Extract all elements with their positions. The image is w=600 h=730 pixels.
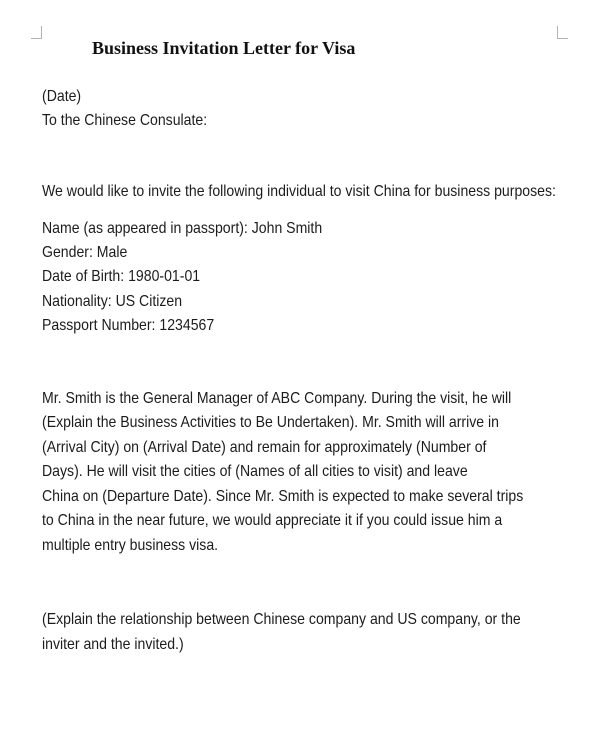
body-line: (Explain the Business Activities to Be Undertaken). Mr. Smith will arrive in <box>42 414 499 431</box>
closing-line: inviter and the invited.) <box>42 636 184 653</box>
body-line: (Arrival City) on (Arrival Date) and remain for approximately (Number of <box>42 439 487 456</box>
margin-corner-mark-right <box>557 26 568 39</box>
date-line: (Date) <box>42 88 82 105</box>
body-line: to China in the near future, we would appreciate it if you could issue him a <box>42 512 503 529</box>
detail-gender: Gender: Male <box>42 244 128 261</box>
margin-corner-mark-left <box>31 26 42 39</box>
body-line: Days). He will visit the cities of (Names of all cities to visit) and leave <box>42 463 468 480</box>
body-line: China on (Departure Date). Since Mr. Smith is expected to make several trips <box>42 488 524 505</box>
body-line: multiple entry business visa. <box>42 537 219 554</box>
intro-line: We would like to invite the following individual to visit China for business purposes: <box>42 183 556 200</box>
body-line: Mr. Smith is the General Manager of ABC Company. During the visit, he will <box>42 390 512 407</box>
recipient-line: To the Chinese Consulate: <box>42 112 208 129</box>
detail-passport-number: Passport Number: 1234567 <box>42 317 215 334</box>
detail-nationality: Nationality: US Citizen <box>42 293 183 310</box>
letter-title: Business Invitation Letter for Visa <box>92 38 356 58</box>
detail-date-of-birth: Date of Birth: 1980-01-01 <box>42 268 201 285</box>
closing-line: (Explain the relationship between Chinese company and US company, or the <box>42 611 521 628</box>
detail-name: Name (as appeared in passport): John Smith <box>42 220 323 237</box>
